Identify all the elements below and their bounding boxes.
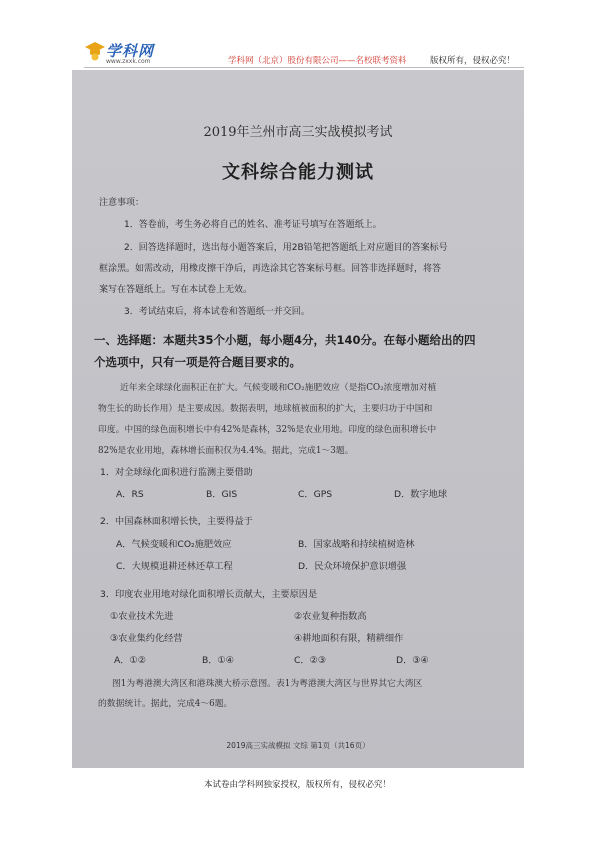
note-line: 1．答卷前，考生务必将自己的姓名、准考证号填写在答题纸上。 <box>124 220 382 230</box>
option-d: D．民众环境保护意识增强 <box>298 561 407 572</box>
note-line: 2．回答选择题时，选出每小题答案后，用2B铅笔把答题纸上对应题目的答案标号 <box>124 243 448 253</box>
exam-paper <box>72 70 524 768</box>
exam-title: 2019年兰州市高三实战模拟考试 <box>203 125 393 140</box>
header-divider <box>84 67 524 68</box>
section-heading: 一、选择题：本题共35个小题，每小题4分，共140分。在每小题给出的四 <box>94 333 476 347</box>
bottom-copyright-note: 本试卷由学科网独家授权，版权所有，侵权必究！ <box>203 780 391 790</box>
notes-heading: 注意事项： <box>99 198 145 208</box>
exam-subject: 文科综合能力测试 <box>222 162 374 183</box>
passage-line: 图1为粤港澳大湾区和港珠澳大桥示意图。表1为粤港澳大湾区与世界其它大湾区 <box>112 679 423 689</box>
passage-line: 82%是农业用地，森林增长面积仅为4.4%。据此，完成1～3题。 <box>98 446 354 456</box>
note-line: 框涂黑。如需改动，用橡皮擦干净后，再选涂其它答案标号框。回答非选择题时，将答 <box>99 264 442 274</box>
question-stem: 1．对全球绿化面积进行监测主要借助 <box>100 467 253 478</box>
logo <box>84 40 164 68</box>
section-heading: 个选项中，只有一项是符合题目要求的。 <box>94 355 301 369</box>
statement-item: ④耕地面积有限，精耕细作 <box>294 633 404 644</box>
passage-line: 印度。中国的绿色面积增长中有42%是森林，32%是农业用地。印度的绿色面积增长中 <box>98 425 437 435</box>
statement-item: ①农业技术先进 <box>110 611 174 622</box>
graduation-cap-icon <box>84 40 106 62</box>
watermark-header <box>0 0 595 70</box>
option-a: A．①② <box>114 655 146 666</box>
header-source-text: 学科网（北京）股份有限公司——名校联考资料 <box>228 56 407 66</box>
option-c: C．②③ <box>294 655 327 666</box>
logo-url: www.zxxk.com <box>106 58 151 65</box>
passage-line: 的数据统计。据此，完成4～6题。 <box>98 699 233 709</box>
header-copyright-text: 版权所有，侵权必究！ <box>430 56 516 66</box>
passage-line: 物生长的助长作用）是主要成因。数据表明，地球植被面积的扩大，主要归功于中国和 <box>98 404 433 414</box>
note-line: 案写在答题纸上。写在本试卷上无效。 <box>99 285 253 295</box>
option-a: A．气候变暖和CO₂施肥效应 <box>116 539 232 550</box>
question-stem: 3．印度农业用地对绿化面积增长贡献大，主要原因是 <box>100 589 318 600</box>
passage-line: 近年来全球绿化面积正在扩大。气候变暖和CO₂施肥效应（是指CO₂浓度增加对植 <box>120 383 437 393</box>
question-stem: 2．中国森林面积增长快，主要得益于 <box>100 516 253 527</box>
page-footer: 2019高三实战模拟 文综 第1页（共16页） <box>226 741 370 750</box>
option-a: A．RS <box>116 489 144 500</box>
statement-item: ③农业集约化经营 <box>110 633 183 644</box>
option-c: C．GPS <box>298 489 333 500</box>
option-b: B．①④ <box>202 655 234 666</box>
option-b: B．GIS <box>206 489 238 500</box>
note-line: 3．考试结束后，将本试卷和答题纸一并交回。 <box>124 307 310 317</box>
statement-item: ②农业复种指数高 <box>294 611 367 622</box>
option-c: C．大规模退耕还林还草工程 <box>116 561 233 572</box>
option-d: D．③④ <box>396 655 429 666</box>
logo-text: 学科网 <box>106 42 155 60</box>
option-b: B．国家战略和持续植树造林 <box>298 539 415 550</box>
option-d: D．数字地球 <box>394 489 448 500</box>
